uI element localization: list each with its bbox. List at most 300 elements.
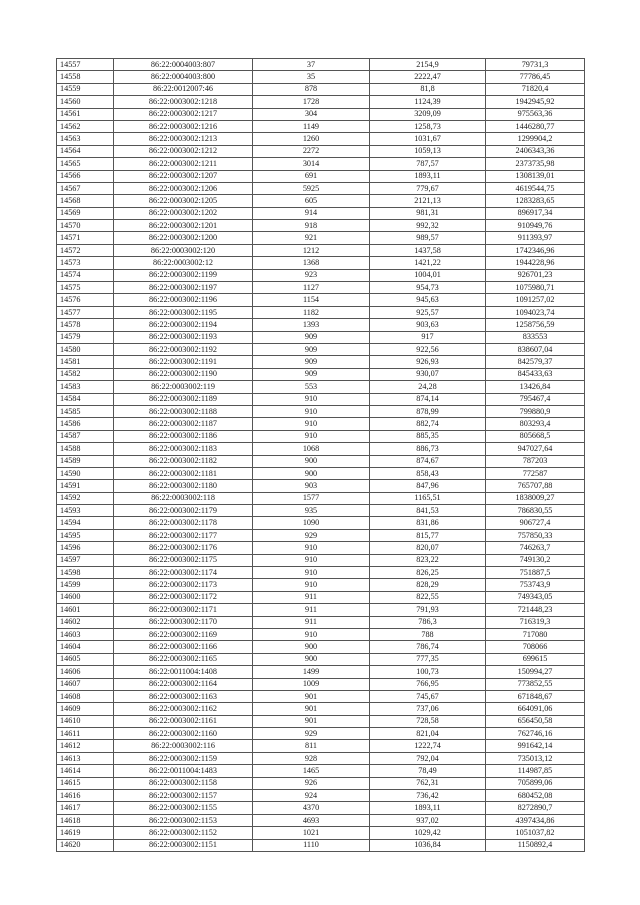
table-row — [57, 381, 585, 393]
row-number-cell: 14581 — [57, 356, 114, 368]
area-cell: 911 — [253, 604, 370, 616]
cadastral-value-cell: 787203 — [486, 455, 585, 467]
table-row — [57, 356, 585, 368]
cadastral-value-cell: 656450,58 — [486, 715, 585, 727]
cadastral-number-cell: 86:22:0003002:1171 — [114, 604, 253, 616]
row-number-cell: 14567 — [57, 182, 114, 194]
table-row — [57, 505, 585, 517]
cadastral-value-table — [56, 58, 585, 852]
table-row — [57, 418, 585, 430]
unit-value-cell: 1031,67 — [370, 133, 486, 145]
unit-value-cell: 992,32 — [370, 220, 486, 232]
area-cell: 909 — [253, 368, 370, 380]
table-row — [57, 232, 585, 244]
row-number-cell: 14586 — [57, 418, 114, 430]
cadastral-number-cell: 86:22:0003002:116 — [114, 740, 253, 752]
cadastral-number-cell: 86:22:0003002:1197 — [114, 282, 253, 294]
area-cell: 918 — [253, 220, 370, 232]
cadastral-number-cell: 86:22:0003002:1194 — [114, 319, 253, 331]
unit-value-cell: 989,57 — [370, 232, 486, 244]
table-row — [57, 83, 585, 95]
area-cell: 1110 — [253, 839, 370, 851]
table-row — [57, 294, 585, 306]
cadastral-value-cell: 1075980,71 — [486, 282, 585, 294]
row-number-cell: 14571 — [57, 232, 114, 244]
row-number-cell: 14617 — [57, 802, 114, 814]
table-row — [57, 331, 585, 343]
area-cell: 909 — [253, 331, 370, 343]
cadastral-value-cell: 838607,04 — [486, 343, 585, 355]
unit-value-cell: 792,04 — [370, 752, 486, 764]
area-cell: 900 — [253, 641, 370, 653]
cadastral-value-cell: 1742346,96 — [486, 244, 585, 256]
table-row — [57, 678, 585, 690]
cadastral-number-cell: 86:22:0003002:1205 — [114, 195, 253, 207]
row-number-cell: 14585 — [57, 405, 114, 417]
table-row — [57, 666, 585, 678]
cadastral-number-cell: 86:22:0003002:1174 — [114, 567, 253, 579]
area-cell: 878 — [253, 83, 370, 95]
cadastral-value-cell: 786830,55 — [486, 505, 585, 517]
unit-value-cell: 917 — [370, 331, 486, 343]
table-row — [57, 59, 585, 71]
cadastral-number-cell: 86:22:0003002:1151 — [114, 839, 253, 851]
row-number-cell: 14580 — [57, 343, 114, 355]
cadastral-value-cell: 79731,3 — [486, 59, 585, 71]
cadastral-number-cell: 86:22:0003002:1213 — [114, 133, 253, 145]
unit-value-cell: 788 — [370, 628, 486, 640]
area-cell: 1260 — [253, 133, 370, 145]
area-cell: 900 — [253, 455, 370, 467]
row-number-cell: 14599 — [57, 579, 114, 591]
unit-value-cell: 1258,73 — [370, 120, 486, 132]
area-cell: 1465 — [253, 765, 370, 777]
unit-value-cell: 777,35 — [370, 653, 486, 665]
unit-value-cell: 3209,09 — [370, 108, 486, 120]
cadastral-value-cell: 765707,88 — [486, 480, 585, 492]
cadastral-number-cell: 86:22:0003002:1217 — [114, 108, 253, 120]
row-number-cell: 14563 — [57, 133, 114, 145]
area-cell: 911 — [253, 591, 370, 603]
row-number-cell: 14574 — [57, 269, 114, 281]
cadastral-number-cell: 86:22:0003002:1196 — [114, 294, 253, 306]
area-cell: 811 — [253, 740, 370, 752]
table-row — [57, 207, 585, 219]
area-cell: 924 — [253, 790, 370, 802]
cadastral-number-cell: 86:22:0003002:1181 — [114, 467, 253, 479]
row-number-cell: 14597 — [57, 554, 114, 566]
cadastral-number-cell: 86:22:0003002:1183 — [114, 443, 253, 455]
row-number-cell: 14560 — [57, 96, 114, 108]
row-number-cell: 14605 — [57, 653, 114, 665]
area-cell: 910 — [253, 579, 370, 591]
cadastral-number-cell: 86:22:0003002:1169 — [114, 628, 253, 640]
cadastral-value-cell: 699615 — [486, 653, 585, 665]
unit-value-cell: 762,31 — [370, 777, 486, 789]
table-row — [57, 790, 585, 802]
row-number-cell: 14611 — [57, 728, 114, 740]
cadastral-number-cell: 86:22:0003002:1163 — [114, 690, 253, 702]
area-cell: 909 — [253, 356, 370, 368]
row-number-cell: 14615 — [57, 777, 114, 789]
row-number-cell: 14588 — [57, 443, 114, 455]
table-row — [57, 802, 585, 814]
unit-value-cell: 886,73 — [370, 443, 486, 455]
unit-value-cell: 841,53 — [370, 505, 486, 517]
row-number-cell: 14558 — [57, 71, 114, 83]
cadastral-number-cell: 86:22:0004003:800 — [114, 71, 253, 83]
unit-value-cell: 1893,11 — [370, 802, 486, 814]
row-number-cell: 14568 — [57, 195, 114, 207]
table-row — [57, 554, 585, 566]
table-row — [57, 690, 585, 702]
cadastral-number-cell: 86:22:0003002:1195 — [114, 306, 253, 318]
cadastral-number-cell: 86:22:0003002:1188 — [114, 405, 253, 417]
unit-value-cell: 745,67 — [370, 690, 486, 702]
area-cell: 691 — [253, 170, 370, 182]
cadastral-number-cell: 86:22:0003002:1206 — [114, 182, 253, 194]
cadastral-value-cell: 926701,23 — [486, 269, 585, 281]
unit-value-cell: 926,93 — [370, 356, 486, 368]
cadastral-value-cell: 708066 — [486, 641, 585, 653]
area-cell: 2272 — [253, 145, 370, 157]
table-row — [57, 752, 585, 764]
cadastral-number-cell: 86:22:0003002:12 — [114, 257, 253, 269]
cadastral-number-cell: 86:22:0003002:118 — [114, 492, 253, 504]
area-cell: 900 — [253, 653, 370, 665]
unit-value-cell: 779,67 — [370, 182, 486, 194]
cadastral-number-cell: 86:22:0003002:1161 — [114, 715, 253, 727]
unit-value-cell: 945,63 — [370, 294, 486, 306]
cadastral-number-cell: 86:22:0003002:1160 — [114, 728, 253, 740]
row-number-cell: 14593 — [57, 505, 114, 517]
unit-value-cell: 828,29 — [370, 579, 486, 591]
area-cell: 1728 — [253, 96, 370, 108]
area-cell: 1149 — [253, 120, 370, 132]
cadastral-value-cell: 795467,4 — [486, 393, 585, 405]
cadastral-number-cell: 86:22:0003002:1152 — [114, 827, 253, 839]
cadastral-value-cell: 1944228,96 — [486, 257, 585, 269]
unit-value-cell: 878,99 — [370, 405, 486, 417]
row-number-cell: 14603 — [57, 628, 114, 640]
row-number-cell: 14582 — [57, 368, 114, 380]
area-cell: 928 — [253, 752, 370, 764]
unit-value-cell: 822,55 — [370, 591, 486, 603]
row-number-cell: 14619 — [57, 827, 114, 839]
table-row — [57, 715, 585, 727]
cadastral-value-cell: 1283283,65 — [486, 195, 585, 207]
area-cell: 5925 — [253, 182, 370, 194]
cadastral-value-cell: 1051037,82 — [486, 827, 585, 839]
cadastral-value-cell: 762746,16 — [486, 728, 585, 740]
unit-value-cell: 728,58 — [370, 715, 486, 727]
table-row — [57, 306, 585, 318]
cadastral-number-cell: 86:22:0003002:1212 — [114, 145, 253, 157]
cadastral-value-cell: 911393,97 — [486, 232, 585, 244]
cadastral-number-cell: 86:22:0003002:1192 — [114, 343, 253, 355]
cadastral-value-cell: 4619544,75 — [486, 182, 585, 194]
unit-value-cell: 81,8 — [370, 83, 486, 95]
row-number-cell: 14577 — [57, 306, 114, 318]
unit-value-cell: 737,06 — [370, 703, 486, 715]
row-number-cell: 14616 — [57, 790, 114, 802]
cadastral-number-cell: 86:22:0003002:1158 — [114, 777, 253, 789]
row-number-cell: 14573 — [57, 257, 114, 269]
table-body — [57, 59, 585, 852]
row-number-cell: 14598 — [57, 567, 114, 579]
row-number-cell: 14618 — [57, 814, 114, 826]
cadastral-value-cell: 2406343,36 — [486, 145, 585, 157]
row-number-cell: 14584 — [57, 393, 114, 405]
table-row — [57, 703, 585, 715]
cadastral-value-cell: 671848,67 — [486, 690, 585, 702]
row-number-cell: 14610 — [57, 715, 114, 727]
row-number-cell: 14592 — [57, 492, 114, 504]
area-cell: 910 — [253, 430, 370, 442]
unit-value-cell: 786,74 — [370, 641, 486, 653]
cadastral-number-cell: 86:22:0003002:119 — [114, 381, 253, 393]
area-cell: 901 — [253, 690, 370, 702]
area-cell: 929 — [253, 728, 370, 740]
cadastral-value-cell: 1091257,02 — [486, 294, 585, 306]
cadastral-number-cell: 86:22:0003002:1218 — [114, 96, 253, 108]
area-cell: 1182 — [253, 306, 370, 318]
area-cell: 4693 — [253, 814, 370, 826]
area-cell: 903 — [253, 480, 370, 492]
cadastral-value-cell: 751887,5 — [486, 567, 585, 579]
cadastral-number-cell: 86:22:0003002:1202 — [114, 207, 253, 219]
table-row — [57, 145, 585, 157]
unit-value-cell: 1036,84 — [370, 839, 486, 851]
row-number-cell: 14562 — [57, 120, 114, 132]
row-number-cell: 14601 — [57, 604, 114, 616]
table-row — [57, 591, 585, 603]
cadastral-value-cell: 1308139,01 — [486, 170, 585, 182]
table-row — [57, 628, 585, 640]
cadastral-value-cell: 114987,85 — [486, 765, 585, 777]
cadastral-number-cell: 86:22:0003002:1182 — [114, 455, 253, 467]
row-number-cell: 14594 — [57, 517, 114, 529]
row-number-cell: 14578 — [57, 319, 114, 331]
table-row — [57, 740, 585, 752]
unit-value-cell: 874,14 — [370, 393, 486, 405]
unit-value-cell: 882,74 — [370, 418, 486, 430]
area-cell: 910 — [253, 418, 370, 430]
unit-value-cell: 821,04 — [370, 728, 486, 740]
cadastral-number-cell: 86:22:0003002:1191 — [114, 356, 253, 368]
unit-value-cell: 766,95 — [370, 678, 486, 690]
area-cell: 923 — [253, 269, 370, 281]
unit-value-cell: 847,96 — [370, 480, 486, 492]
unit-value-cell: 937,02 — [370, 814, 486, 826]
table-row — [57, 405, 585, 417]
cadastral-number-cell: 86:22:0003002:1179 — [114, 505, 253, 517]
row-number-cell: 14569 — [57, 207, 114, 219]
cadastral-number-cell: 86:22:0012007:46 — [114, 83, 253, 95]
table-row — [57, 368, 585, 380]
area-cell: 1393 — [253, 319, 370, 331]
table-row — [57, 182, 585, 194]
row-number-cell: 14579 — [57, 331, 114, 343]
document-page — [56, 58, 584, 852]
unit-value-cell: 24,28 — [370, 381, 486, 393]
table-row — [57, 158, 585, 170]
row-number-cell: 14589 — [57, 455, 114, 467]
area-cell: 37 — [253, 59, 370, 71]
cadastral-value-cell: 947027,64 — [486, 443, 585, 455]
area-cell: 1499 — [253, 666, 370, 678]
row-number-cell: 14590 — [57, 467, 114, 479]
unit-value-cell: 885,35 — [370, 430, 486, 442]
table-row — [57, 777, 585, 789]
area-cell: 1368 — [253, 257, 370, 269]
table-row — [57, 529, 585, 541]
area-cell: 35 — [253, 71, 370, 83]
cadastral-number-cell: 86:22:0003002:1178 — [114, 517, 253, 529]
unit-value-cell: 815,77 — [370, 529, 486, 541]
unit-value-cell: 925,57 — [370, 306, 486, 318]
cadastral-value-cell: 896917,34 — [486, 207, 585, 219]
area-cell: 605 — [253, 195, 370, 207]
area-cell: 911 — [253, 616, 370, 628]
row-number-cell: 14602 — [57, 616, 114, 628]
cadastral-value-cell: 773852,55 — [486, 678, 585, 690]
row-number-cell: 14591 — [57, 480, 114, 492]
table-row — [57, 641, 585, 653]
area-cell: 910 — [253, 628, 370, 640]
cadastral-number-cell: 86:22:0003002:1153 — [114, 814, 253, 826]
unit-value-cell: 1437,58 — [370, 244, 486, 256]
table-row — [57, 443, 585, 455]
cadastral-number-cell: 86:22:0003002:1177 — [114, 529, 253, 541]
cadastral-value-cell: 1942945,92 — [486, 96, 585, 108]
unit-value-cell: 791,93 — [370, 604, 486, 616]
table-row — [57, 542, 585, 554]
cadastral-number-cell: 86:22:0003002:1166 — [114, 641, 253, 653]
table-row — [57, 604, 585, 616]
cadastral-number-cell: 86:22:0003002:1175 — [114, 554, 253, 566]
table-row — [57, 814, 585, 826]
table-row — [57, 96, 585, 108]
cadastral-number-cell: 86:22:0003002:1170 — [114, 616, 253, 628]
cadastral-value-cell: 13426,84 — [486, 381, 585, 393]
cadastral-value-cell: 805668,5 — [486, 430, 585, 442]
area-cell: 4370 — [253, 802, 370, 814]
table-row — [57, 282, 585, 294]
cadastral-number-cell: 86:22:0003002:1199 — [114, 269, 253, 281]
cadastral-value-cell: 845433,63 — [486, 368, 585, 380]
row-number-cell: 14576 — [57, 294, 114, 306]
area-cell: 1009 — [253, 678, 370, 690]
area-cell: 910 — [253, 554, 370, 566]
table-row — [57, 244, 585, 256]
cadastral-value-cell: 906727,4 — [486, 517, 585, 529]
row-number-cell: 14606 — [57, 666, 114, 678]
cadastral-value-cell: 721448,23 — [486, 604, 585, 616]
row-number-cell: 14557 — [57, 59, 114, 71]
cadastral-value-cell: 842579,37 — [486, 356, 585, 368]
row-number-cell: 14613 — [57, 752, 114, 764]
table-row — [57, 579, 585, 591]
unit-value-cell: 823,22 — [370, 554, 486, 566]
cadastral-number-cell: 86:22:0004003:807 — [114, 59, 253, 71]
area-cell: 910 — [253, 405, 370, 417]
unit-value-cell: 78,49 — [370, 765, 486, 777]
row-number-cell: 14612 — [57, 740, 114, 752]
area-cell: 910 — [253, 393, 370, 405]
cadastral-number-cell: 86:22:0011004:1483 — [114, 765, 253, 777]
cadastral-value-cell: 705899,06 — [486, 777, 585, 789]
cadastral-value-cell: 8272890,7 — [486, 802, 585, 814]
unit-value-cell: 858,43 — [370, 467, 486, 479]
unit-value-cell: 1059,13 — [370, 145, 486, 157]
cadastral-number-cell: 86:22:0003002:1187 — [114, 418, 253, 430]
table-row — [57, 269, 585, 281]
area-cell: 1154 — [253, 294, 370, 306]
row-number-cell: 14566 — [57, 170, 114, 182]
cadastral-value-cell: 716319,3 — [486, 616, 585, 628]
area-cell: 914 — [253, 207, 370, 219]
area-cell: 909 — [253, 343, 370, 355]
area-cell: 900 — [253, 467, 370, 479]
table-row — [57, 108, 585, 120]
cadastral-number-cell: 86:22:0003002:1157 — [114, 790, 253, 802]
table-row — [57, 480, 585, 492]
cadastral-value-cell: 749343,05 — [486, 591, 585, 603]
unit-value-cell: 903,63 — [370, 319, 486, 331]
area-cell: 926 — [253, 777, 370, 789]
cadastral-value-cell: 753743,9 — [486, 579, 585, 591]
cadastral-value-cell: 71820,4 — [486, 83, 585, 95]
cadastral-value-cell: 735013,12 — [486, 752, 585, 764]
cadastral-number-cell: 86:22:0003002:1207 — [114, 170, 253, 182]
cadastral-value-cell: 757850,33 — [486, 529, 585, 541]
unit-value-cell: 826,25 — [370, 567, 486, 579]
cadastral-value-cell: 833553 — [486, 331, 585, 343]
area-cell: 901 — [253, 715, 370, 727]
unit-value-cell: 831,86 — [370, 517, 486, 529]
cadastral-value-cell: 1299904,2 — [486, 133, 585, 145]
cadastral-value-cell: 975563,36 — [486, 108, 585, 120]
row-number-cell: 14595 — [57, 529, 114, 541]
table-row — [57, 567, 585, 579]
cadastral-number-cell: 86:22:0003002:1155 — [114, 802, 253, 814]
unit-value-cell: 874,67 — [370, 455, 486, 467]
table-row — [57, 492, 585, 504]
cadastral-value-cell: 77786,45 — [486, 71, 585, 83]
table-row — [57, 257, 585, 269]
cadastral-number-cell: 86:22:0003002:1180 — [114, 480, 253, 492]
cadastral-number-cell: 86:22:0003002:1159 — [114, 752, 253, 764]
unit-value-cell: 1165,51 — [370, 492, 486, 504]
unit-value-cell: 981,31 — [370, 207, 486, 219]
cadastral-value-cell: 1838009,27 — [486, 492, 585, 504]
unit-value-cell: 736,42 — [370, 790, 486, 802]
unit-value-cell: 954,73 — [370, 282, 486, 294]
row-number-cell: 14607 — [57, 678, 114, 690]
table-row — [57, 467, 585, 479]
area-cell: 1212 — [253, 244, 370, 256]
table-row — [57, 195, 585, 207]
row-number-cell: 14561 — [57, 108, 114, 120]
cadastral-number-cell: 86:22:0003002:1200 — [114, 232, 253, 244]
row-number-cell: 14559 — [57, 83, 114, 95]
cadastral-number-cell: 86:22:0003002:1164 — [114, 678, 253, 690]
cadastral-value-cell: 803293,4 — [486, 418, 585, 430]
cadastral-value-cell: 991642,14 — [486, 740, 585, 752]
cadastral-value-cell: 772587 — [486, 467, 585, 479]
unit-value-cell: 100,73 — [370, 666, 486, 678]
